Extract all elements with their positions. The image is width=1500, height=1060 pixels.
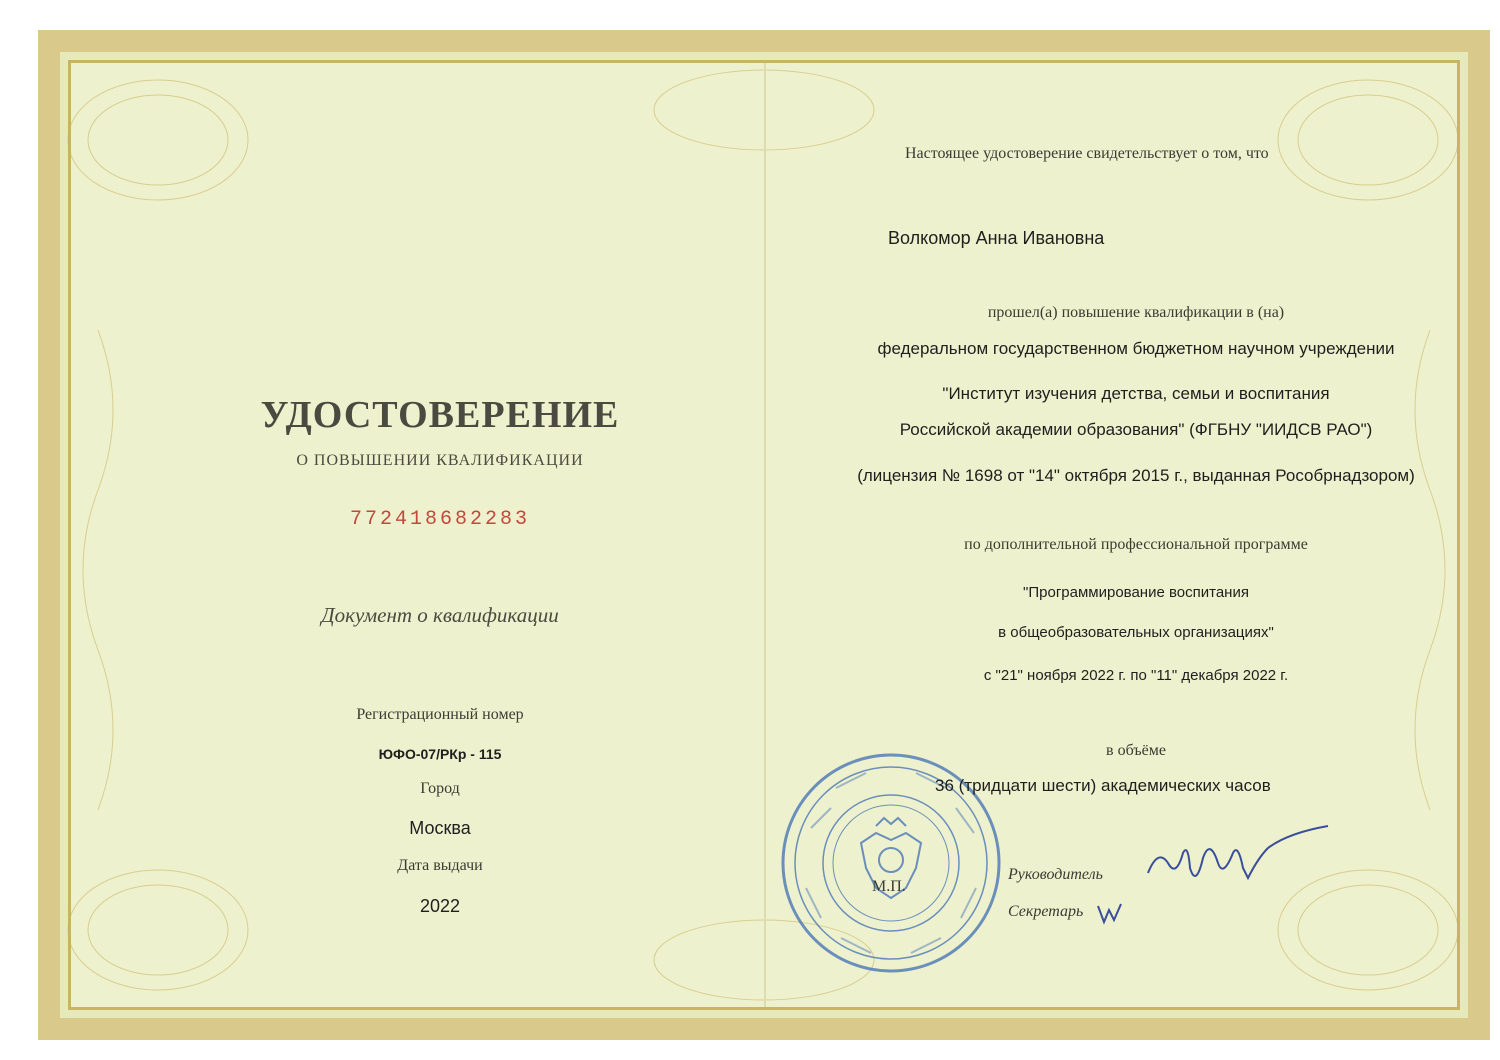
volume-label: в объёме — [1106, 742, 1166, 759]
registration-number-label: Регистрационный номер — [356, 706, 524, 723]
issue-date-label: Дата выдачи — [397, 857, 483, 874]
certificate-title: УДОСТОВЕРЕНИЕ — [260, 394, 620, 436]
institution-line: "Институт изучения детства, семьи и воспитания — [942, 384, 1330, 403]
certificate-subtitle: О ПОВЫШЕНИИ КВАЛИФИКАЦИИ — [296, 452, 584, 469]
center-fold-line — [764, 63, 766, 1007]
head-signature — [1138, 818, 1338, 898]
institution-line: федеральном государственном бюджетном научном учреждении — [877, 339, 1395, 358]
passed-training-text: прошел(а) повышение квалификации в (на) — [987, 304, 1285, 321]
secretary-signature — [1094, 898, 1124, 928]
head-signature-label: Руководитель — [1008, 866, 1103, 883]
city-label: Город — [420, 780, 460, 797]
registration-number-value: ЮФО-07/РКр - 115 — [378, 746, 502, 762]
academic-hours: 36 (тридцати шести) академических часов — [935, 776, 1271, 795]
recipient-name: Волкомор Анна Ивановна — [888, 228, 1105, 248]
certifies-statement: Настоящее удостоверение свидетельствует о том, что — [905, 145, 1269, 162]
institution-line: Российской академии образования" (ФГБНУ "ИИДСВ РАО") — [899, 420, 1373, 439]
training-period: с "21" ноября 2022 г. по "11" декабря 2022 г. — [983, 667, 1289, 684]
city-value: Москва — [409, 818, 471, 838]
certificate-number: 772418682283 — [349, 508, 531, 531]
issue-date-value: 2022 — [419, 896, 461, 916]
secretary-signature-label: Секретарь — [1008, 903, 1084, 920]
document-type: Документ о квалификации — [321, 603, 559, 627]
program-title-line: "Программирование воспитания — [1023, 584, 1249, 601]
license-line: (лицензия № 1698 от "14" октября 2015 г., выданная Рособрнадзором) — [857, 466, 1415, 485]
seal-mark-label: М.П. — [872, 878, 906, 895]
program-title-line: в общеобразовательных организациях" — [998, 624, 1274, 641]
program-label: по дополнительной профессиональной программе — [964, 536, 1308, 553]
